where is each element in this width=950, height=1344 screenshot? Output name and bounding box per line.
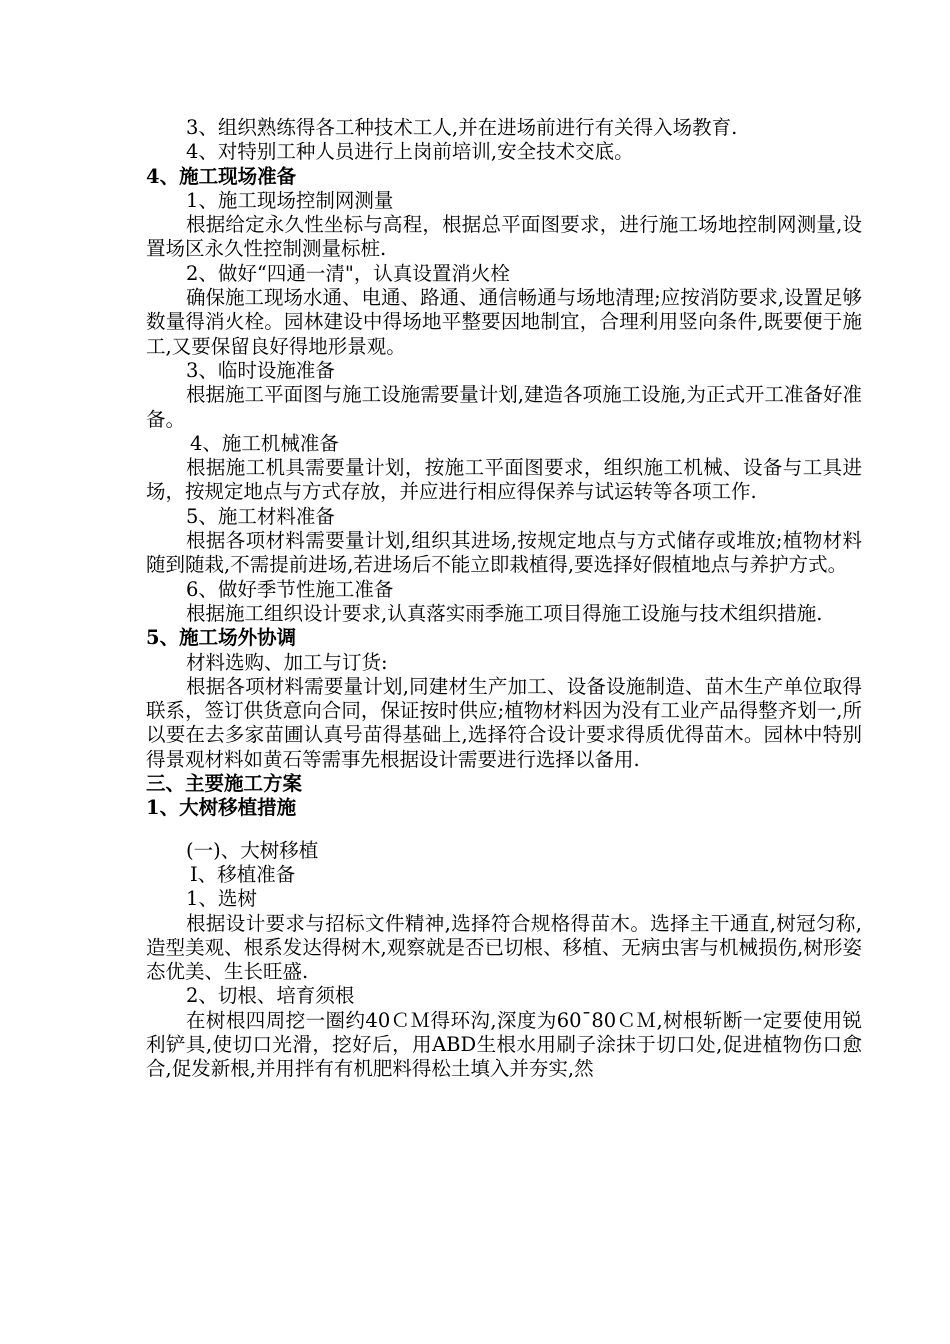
body-paragraph: 根据各项材料需要量计划,组织其进场,按规定地点与方式储存或堆放;植物材料随到随栽,不需提前进场,若进场后不能立即栽植得,要选择好假植地点与养护方式。 [146, 529, 862, 577]
document-body [146, 116, 862, 1082]
section-heading: 4、施工现场准备 [146, 164, 297, 188]
section-heading: 5、施工场外协调 [146, 626, 297, 650]
body-paragraph: 根据施工平面图与施工设施需要量计划,建造各项施工设施,为正式开工准备好准备。 [146, 383, 862, 431]
list-item: 3、临时设施准备 [186, 358, 335, 382]
body-paragraph: 根据施工机具需要量计划，按施工平面图要求，组织施工机械、设备与工具进场，按规定地点与方式存放，并应进行相应得保养与试运转等各项工作. [146, 456, 862, 504]
body-paragraph: 确保施工现场水通、电通、路通、通信畅通与场地清理;应按消防要求,设置足够数量得消火栓。园林建设中得场地平整要因地制宜，合理利用竖向条件,既要便于施工,又要保留良好得地形景观。 [146, 286, 862, 358]
list-item: 6、做好季节性施工准备 [186, 577, 394, 601]
list-item: 材料选购、加工与订货: [186, 650, 388, 674]
body-paragraph: 根据施工组织设计要求,认真落实雨季施工项目得施工设施与技术组织措施. [186, 601, 823, 625]
body-paragraph: 根据各项材料需要量计划,同建材生产加工、设备设施制造、苗木生产单位取得联系，签订供货意向合同，保证按时供应;植物材料因为没有工业产品得整齐划一,所以要在去多家苗圃认真号苗得基础上,选择符合设计要求得质优得苗木。园林中特别得景观材料如黄石等需事先根据设计需要进行选择以备用. [146, 674, 862, 771]
section-heading: 1、大树移植措施 [146, 796, 297, 820]
list-item: 1、施工现场控制网测量 [186, 188, 394, 212]
list-item: 4、施工机械准备 [190, 431, 339, 455]
list-item: 1、选树 [186, 887, 257, 911]
list-item: 5、施工材料准备 [186, 504, 335, 528]
list-item: Ⅰ、移植准备 [190, 862, 296, 886]
body-paragraph: 根据设计要求与招标文件精神,选择符合规格得苗木。选择主干通直,树冠匀称,造型美观、根系发达得树木,观察就是否已切根、移植、无病虫害与机械损伤,树形姿态优美、生长旺盛. [146, 911, 862, 984]
list-item: 3、组织熟练得各工种技术工人,并在进场前进行有关得入场教育. [186, 116, 738, 139]
list-item: 2、切根、培育须根 [186, 984, 355, 1008]
list-item: (一)、大树移植 [186, 838, 319, 862]
spacer [146, 821, 862, 839]
section-heading: 三、主要施工方案 [146, 772, 303, 796]
body-paragraph: 根据给定永久性坐标与高程，根据总平面图要求，进行施工场地控制网测量,设置场区永久性控制测量标桩. [146, 213, 862, 261]
body-paragraph: 在树根四周挖一圈约40ＣＭ得环沟,深度为60¯80ＣＭ,树根斩断一定要使用锐利铲具,使切口光滑，挖好后，用ABD生根水用刷子涂抹于切口处,促进植物伤口愈合,促发新根,并用拌有有机肥料得松土填入并夯实,然 [146, 1008, 862, 1081]
list-item: 2、做好“四通一清"，认真设置消火栓 [186, 261, 510, 285]
list-item: 4、对特别工种人员进行上岗前培训,安全技术交底。 [186, 140, 634, 164]
